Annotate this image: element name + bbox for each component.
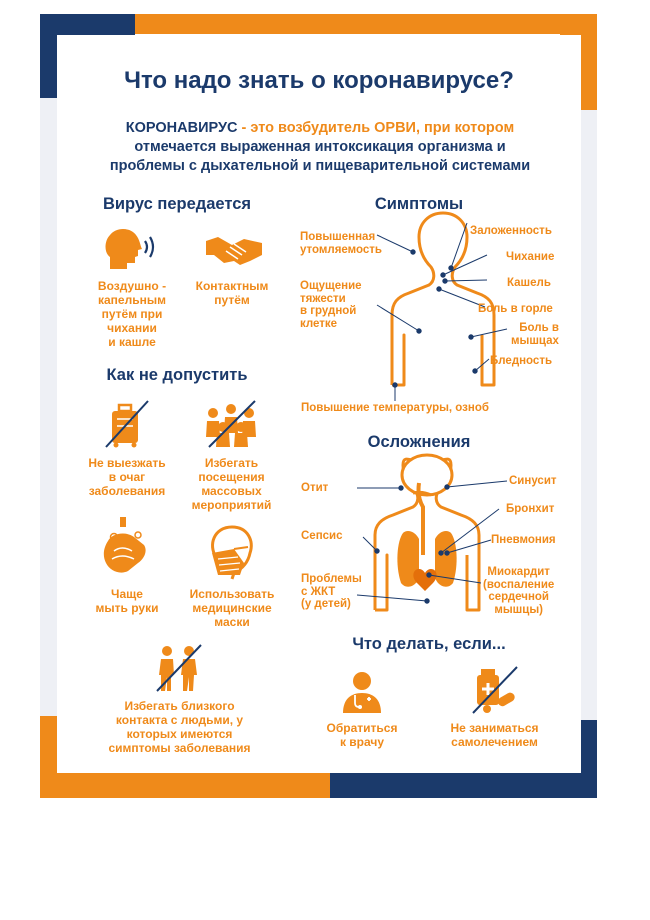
complication-sepsis: Сепсис [301, 530, 343, 542]
complications-heading: Осложнения [367, 433, 471, 451]
frame-navy-bottom-strip [330, 773, 597, 798]
symptom-sore-throat: Боль в горле [478, 303, 553, 315]
symptom-fatigue: Повышенная утомляемость [300, 231, 382, 256]
complication-bronchitis: Бронхит [506, 503, 555, 515]
poster [57, 35, 581, 773]
frame-light-left [40, 98, 57, 716]
intro-line-1: - это возбудитель ОРВИ, при котором [237, 120, 515, 136]
symptom-fever: Повышение температуры, озноб [301, 402, 489, 414]
frame-light-right [581, 110, 597, 720]
complication-otitis: Отит [301, 482, 329, 494]
doctor-icon [339, 669, 385, 715]
prevention-heading: Как не допустить [106, 366, 248, 384]
what-to-do-heading: Что делать, если... [352, 635, 506, 653]
what-to-do-doctor-label: Обратиться к врачу [326, 721, 398, 749]
symptom-pallor: Бледность [490, 355, 553, 367]
prevention-travel-label: Не выезжать в очаг заболевания [88, 456, 166, 498]
prevention-mask-label: Использовать медицинские маски [189, 587, 275, 629]
intro-highlight: КОРОНАВИРУС [125, 120, 238, 136]
complication-gi: Проблемы с ЖКТ (у детей) [301, 573, 362, 610]
pills-crossed-icon [471, 665, 519, 715]
transmission-heading: Вирус передается [102, 195, 252, 213]
symptoms-heading: Симптомы [374, 195, 464, 213]
prevention-contact-label: Избегать близкого контакта с людьми, у которых имеются симптомы заболевания [108, 699, 251, 755]
complication-myocarditis: Миокардит (воспаление сердечной мышцы) [483, 566, 555, 616]
page-title: Что надо знать о коронавирусе? [124, 67, 514, 94]
transmission-airborne-label: Воздушно - капельным путём при чихании и кашле [97, 279, 167, 349]
transmission-contact-label: Контактным путём [195, 279, 269, 307]
symptom-cough: Кашель [507, 277, 551, 289]
symptom-muscle: Боль в мышцах [511, 322, 559, 347]
what-to-do-no-self-treatment-label: Не заниматься самолечением [450, 721, 539, 749]
intro-line-2: отмечается выраженная интоксикация организма и [134, 139, 506, 155]
prevention-handwash-label: Чаще мыть руки [95, 587, 159, 615]
symptom-sneezing: Чихание [506, 251, 555, 263]
prevention-crowds-label: Избегать посещения массовых мероприятий [191, 456, 272, 512]
complication-sinusitis: Синусит [509, 475, 557, 487]
complication-pneumonia: Пневмония [491, 534, 556, 546]
symptom-congestion: Заложенность [470, 225, 552, 237]
body-outline-complications [57, 35, 581, 775]
intro-line-3: проблемы с дыхательной и пищеварительной системами [109, 158, 531, 174]
frame-orange-top [135, 14, 597, 34]
symptom-chest: Ощущение тяжести в грудной клетке [300, 280, 362, 330]
